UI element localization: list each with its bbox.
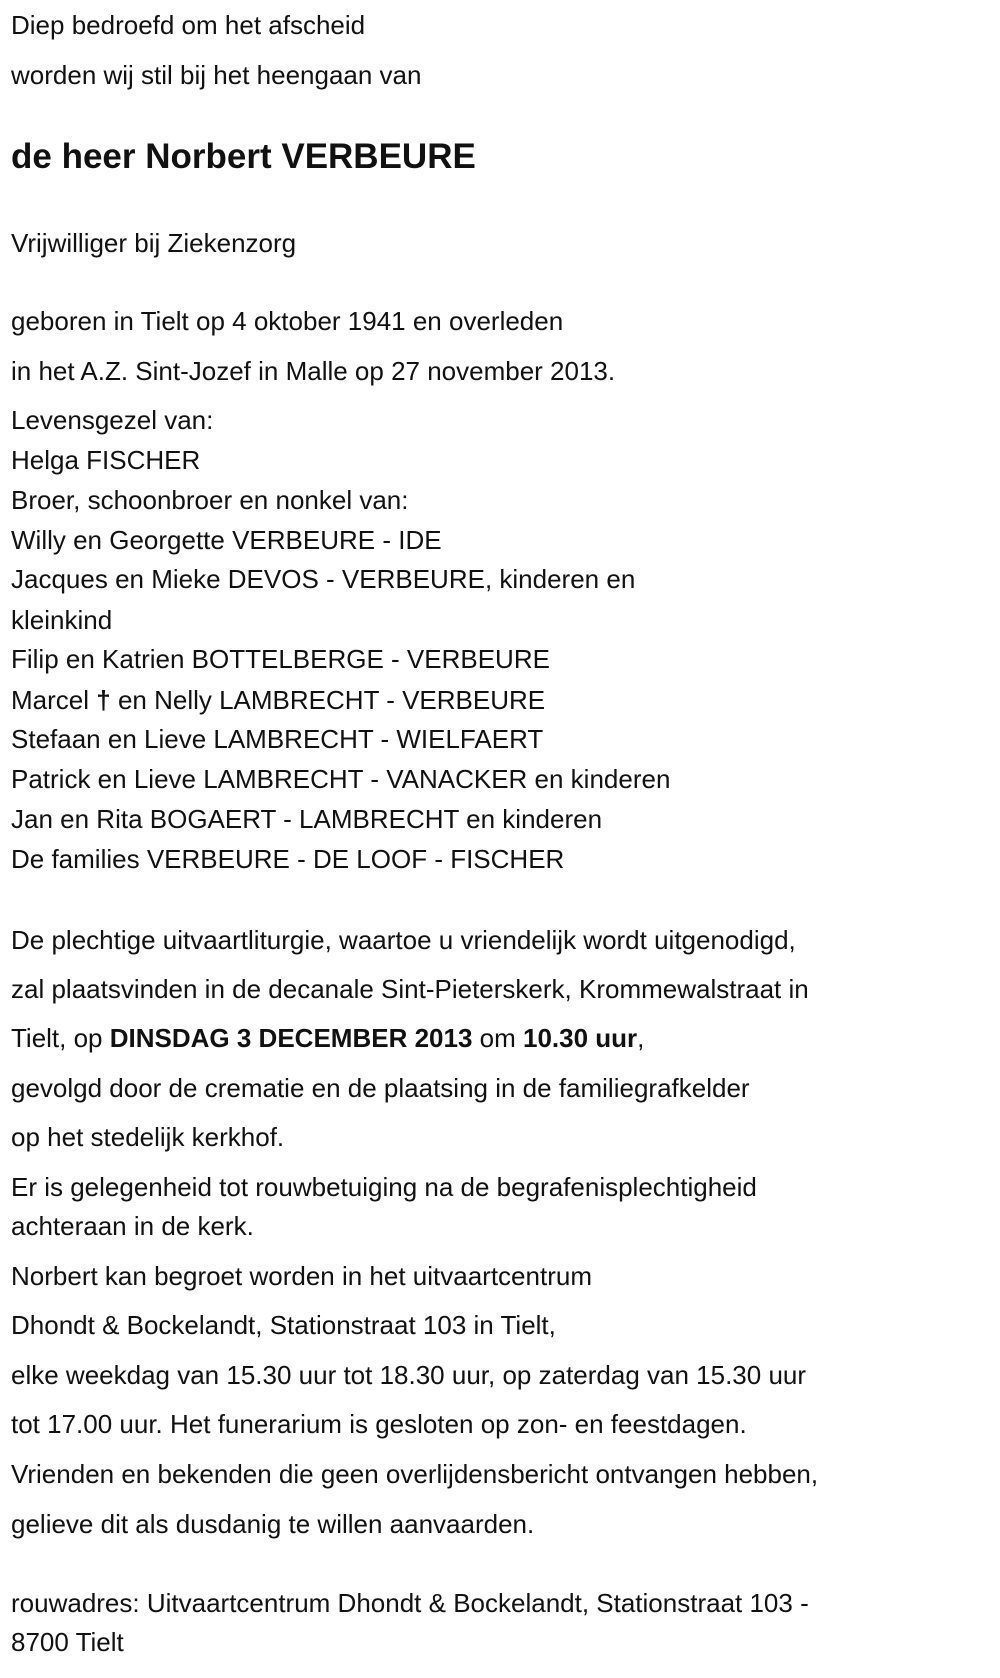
relative-line: Jan en Rita BOGAERT - LAMBRECHT en kinderen [11, 804, 603, 834]
cross-icon: † [96, 685, 111, 715]
partner-label: Levensgezel van: [11, 405, 214, 435]
relative-line: kleinkind [11, 605, 113, 635]
funeral-line: zal plaatsvinden in de decanale Sint-Pieterskerk, Krommewalstraat in [11, 974, 809, 1004]
intro-line: worden wij stil bij het heengaan van [11, 60, 422, 90]
funeral-line: op het stedelijk kerkhof. [11, 1122, 285, 1152]
relative-line: Stefaan en Lieve LAMBRECHT - WIELFAERT [11, 724, 544, 754]
funeral-time: 10.30 uur [522, 1023, 638, 1053]
funeral-line: De plechtige uitvaartliturgie, waartoe u vriendelijk wordt uitgenodigd, [11, 925, 796, 955]
text: , [637, 1023, 645, 1053]
funeral-line: gevolgd door de crematie en de plaatsing in de familiegrafkelder [11, 1073, 750, 1103]
relative-line: Jacques en Mieke DEVOS - VERBEURE, kinderen en [11, 564, 636, 594]
relative-line: Patrick en Lieve LAMBRECHT - VANACKER en kinderen [11, 764, 671, 794]
role: Vrijwilliger bij Ziekenzorg [11, 228, 297, 258]
birth-death-line: geboren in Tielt op 4 oktober 1941 en overleden [11, 306, 564, 336]
relative-line: Willy en Georgette VERBEURE - IDE [11, 525, 442, 555]
funeral-line: Er is gelegenheid tot rouwbetuiging na de begrafenisplechtigheid [11, 1172, 757, 1202]
funeral-line: gelieve dit als dusdanig te willen aanvaarden. [11, 1509, 535, 1539]
relative-line [11, 680, 545, 720]
partner: Helga FISCHER [11, 445, 201, 475]
funeral-line: achteraan in de kerk. [11, 1211, 254, 1241]
funeral-line: Vrienden en bekenden die geen overlijdensbericht ontvangen hebben, [11, 1459, 819, 1489]
relative-line: Filip en Katrien BOTTELBERGE - VERBEURE [11, 644, 550, 674]
address-line: 8700 Tielt [11, 1627, 124, 1657]
funeral-line: Dhondt & Bockelandt, Stationstraat 103 in Tielt, [11, 1310, 556, 1340]
funeral-line: elke weekdag van 15.30 uur tot 18.30 uur, op zaterdag van 15.30 uur [11, 1360, 807, 1390]
funeral-date: DINSDAG 3 DECEMBER 2013 [109, 1023, 473, 1053]
relatives-label: Broer, schoonbroer en nonkel van: [11, 485, 409, 515]
relative-rest: en Nelly LAMBRECHT - VERBEURE [110, 685, 546, 715]
funeral-line [11, 1018, 644, 1058]
intro-line: Diep bedroefd om het afscheid [11, 10, 366, 40]
birth-death-line: in het A.Z. Sint-Jozef in Malle op 27 november 2013. [11, 356, 616, 386]
text: Tielt, op [11, 1023, 110, 1053]
funeral-line: tot 17.00 uur. Het funerarium is gesloten op zon- en feestdagen. [11, 1409, 747, 1439]
relative-name: Marcel [11, 685, 90, 715]
text: om [472, 1023, 523, 1053]
deceased-name: de heer Norbert VERBEURE [11, 137, 476, 176]
relative-line: De families VERBEURE - DE LOOF - FISCHER [11, 844, 565, 874]
address-line: rouwadres: Uitvaartcentrum Dhondt & Bockelandt, Stationstraat 103 - [11, 1588, 809, 1618]
funeral-line: Norbert kan begroet worden in het uitvaartcentrum [11, 1261, 592, 1291]
